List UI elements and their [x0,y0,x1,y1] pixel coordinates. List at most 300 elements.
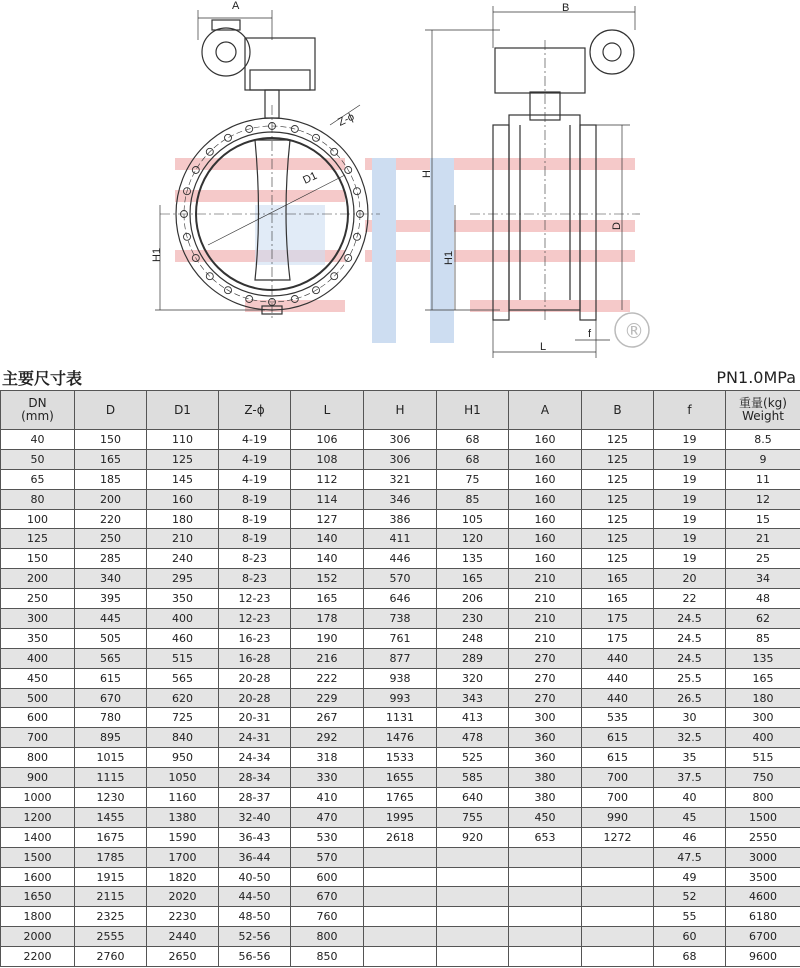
table-cell: 615 [582,728,654,748]
table-cell: 300 [726,708,800,728]
table-cell: 620 [147,688,219,708]
table-cell: 700 [582,768,654,788]
table-cell: 28-34 [219,768,291,788]
table-cell: 570 [364,569,437,589]
table-row [1,430,800,450]
table-cell: 30 [654,708,726,728]
column-header: f [654,391,726,430]
table-cell: 40-50 [219,867,291,887]
table-cell: 340 [75,569,147,589]
table-cell: 460 [147,628,219,648]
table-cell: 2230 [147,907,219,927]
table-cell: 19 [654,509,726,529]
table-cell: 761 [364,628,437,648]
table-row [1,449,800,469]
table-cell: 19 [654,449,726,469]
table-cell: 3000 [726,847,800,867]
table-cell: 1765 [364,788,437,808]
svg-text:Z-ϕ: Z-ϕ [336,110,357,129]
table-cell: 62 [726,609,800,629]
table-cell [582,887,654,907]
table-cell: 19 [654,549,726,569]
table-cell: 306 [364,449,437,469]
table-cell: 2760 [75,947,147,967]
table-cell: 306 [364,430,437,450]
table-cell: 100 [1,509,75,529]
table-cell: 125 [147,449,219,469]
svg-text:H1: H1 [151,247,163,262]
table-cell: 1500 [1,847,75,867]
table-cell: 292 [291,728,364,748]
table-cell [509,947,582,967]
table-cell: 45 [654,807,726,827]
table-cell: 8-23 [219,549,291,569]
table-cell: 938 [364,668,437,688]
table-row [1,728,800,748]
table-cell: 410 [291,788,364,808]
table-cell: 8-19 [219,489,291,509]
table-cell: 110 [147,430,219,450]
column-header: 重量(kg) Weight [726,391,800,430]
svg-text:f: f [588,328,592,340]
table-cell: 400 [726,728,800,748]
table-cell: 52 [654,887,726,907]
table-cell: 646 [364,589,437,609]
table-cell [437,907,509,927]
table-row [1,788,800,808]
table-cell [509,887,582,907]
table-cell: 20-28 [219,668,291,688]
table-cell: 289 [437,648,509,668]
table-cell: 125 [582,509,654,529]
table-cell: 19 [654,469,726,489]
table-cell: 515 [147,648,219,668]
table-cell: 1015 [75,748,147,768]
table-cell: 380 [509,788,582,808]
table-cell: 28-37 [219,788,291,808]
table-cell [582,947,654,967]
table-cell: 68 [437,449,509,469]
table-cell: 140 [291,529,364,549]
table-cell: 615 [582,748,654,768]
table-cell: 360 [509,728,582,748]
table-cell: 300 [1,609,75,629]
table-cell: 2000 [1,927,75,947]
table-cell: 229 [291,688,364,708]
table-cell: 413 [437,708,509,728]
table-cell: 920 [437,827,509,847]
table-cell: 114 [291,489,364,509]
table-cell: 20-31 [219,708,291,728]
table-cell: 1500 [726,807,800,827]
table-cell: 990 [582,807,654,827]
table-cell: 1700 [147,847,219,867]
table-cell: 200 [75,489,147,509]
table-cell: 160 [147,489,219,509]
table-cell: 160 [509,449,582,469]
table-cell: 52-56 [219,927,291,947]
watermark-logo [175,158,635,343]
table-cell: 295 [147,569,219,589]
table-cell: 125 [1,529,75,549]
table-cell: 4-19 [219,449,291,469]
table-cell: 165 [75,449,147,469]
table-cell: 320 [437,668,509,688]
table-cell: 21 [726,529,800,549]
table-cell: 300 [509,708,582,728]
table-cell: 26.5 [654,688,726,708]
table-cell: 6180 [726,907,800,927]
table-cell: 60 [654,927,726,947]
table-cell [364,867,437,887]
table-cell: 400 [147,609,219,629]
table-cell: 1476 [364,728,437,748]
dimension-table [0,390,800,967]
table-cell: 8-19 [219,529,291,549]
table-cell: 34 [726,569,800,589]
table-cell: 127 [291,509,364,529]
table-cell: 8-19 [219,509,291,529]
table-cell: 145 [147,469,219,489]
table-cell [509,927,582,947]
table-cell: 48 [726,589,800,609]
table-cell: 15 [726,509,800,529]
table-cell: 108 [291,449,364,469]
table-cell: 210 [147,529,219,549]
table-row [1,628,800,648]
table-cell: 185 [75,469,147,489]
table-cell: 55 [654,907,726,927]
column-header: H [364,391,437,430]
table-row [1,887,800,907]
table-cell: 478 [437,728,509,748]
table-cell: 450 [509,807,582,827]
table-row [1,867,800,887]
table-cell: 32.5 [654,728,726,748]
table-cell: 350 [147,589,219,609]
table-cell: 445 [75,609,147,629]
table-cell: 2325 [75,907,147,927]
table-cell: 150 [75,430,147,450]
table-cell: 2440 [147,927,219,947]
table-cell: 360 [509,748,582,768]
table-cell: 267 [291,708,364,728]
table-cell: 19 [654,529,726,549]
table-cell: 12-23 [219,589,291,609]
table-cell: 85 [437,489,509,509]
table-cell: 760 [291,907,364,927]
table-cell: 248 [437,628,509,648]
table-cell: 160 [509,489,582,509]
table-cell: 653 [509,827,582,847]
table-cell: 40 [1,430,75,450]
table-cell: 525 [437,748,509,768]
table-cell: 9600 [726,947,800,967]
table-cell: 152 [291,569,364,589]
bolt-hole [331,273,338,280]
table-cell: 1380 [147,807,219,827]
table-cell: 270 [509,668,582,688]
table-cell [437,847,509,867]
table-cell: 400 [1,648,75,668]
table-cell [582,907,654,927]
table-cell: 165 [582,569,654,589]
table-title: 主要尺寸表 [2,369,83,388]
table-cell: 440 [582,688,654,708]
table-cell: 165 [437,569,509,589]
table-cell: 330 [291,768,364,788]
table-row [1,609,800,629]
table-cell: 640 [437,788,509,808]
table-cell: 165 [291,589,364,609]
table-cell [437,927,509,947]
table-cell: 106 [291,430,364,450]
table-cell: 900 [1,768,75,788]
table-cell: 840 [147,728,219,748]
table-cell: 19 [654,430,726,450]
table-cell: 1600 [1,867,75,887]
svg-text:D: D [611,222,623,230]
table-cell: 670 [291,887,364,907]
table-cell: 386 [364,509,437,529]
table-cell: 1272 [582,827,654,847]
table-cell: 47.5 [654,847,726,867]
table-cell: 750 [726,768,800,788]
table-cell: 222 [291,668,364,688]
table-cell: 24-34 [219,748,291,768]
table-cell: 160 [509,529,582,549]
table-cell: 285 [75,549,147,569]
table-cell: 25.5 [654,668,726,688]
table-cell: 1820 [147,867,219,887]
table-cell [437,867,509,887]
table-cell: 16-28 [219,648,291,668]
table-cell: 993 [364,688,437,708]
table-cell [364,887,437,907]
table-cell: 210 [509,589,582,609]
table-cell: 2115 [75,887,147,907]
table-cell: 1800 [1,907,75,927]
table-cell: 210 [509,609,582,629]
table-cell: 19 [654,489,726,509]
table-cell: 206 [437,589,509,609]
table-cell: 1400 [1,827,75,847]
table-cell: 1675 [75,827,147,847]
table-cell: 1230 [75,788,147,808]
svg-text:H: H [421,170,433,178]
table-cell: 500 [1,688,75,708]
table-cell: 24.5 [654,628,726,648]
table-cell: 1160 [147,788,219,808]
table-cell: 135 [726,648,800,668]
table-cell: 343 [437,688,509,708]
table-cell: 755 [437,807,509,827]
svg-text:®: ® [624,319,644,343]
bolt-hole [331,148,338,155]
table-cell [364,907,437,927]
table-row [1,708,800,728]
table-cell: 670 [75,688,147,708]
table-cell: 125 [582,469,654,489]
table-row [1,807,800,827]
table-cell: 165 [726,668,800,688]
table-cell: 270 [509,688,582,708]
table-cell: 321 [364,469,437,489]
table-cell: 125 [582,529,654,549]
table-cell: 1533 [364,748,437,768]
table-cell: 20-28 [219,688,291,708]
table-cell: 450 [1,668,75,688]
svg-text:D1: D1 [301,169,320,187]
table-cell: 230 [437,609,509,629]
table-cell: 877 [364,648,437,668]
table-cell: 1131 [364,708,437,728]
table-cell: 1785 [75,847,147,867]
table-cell: 24.5 [654,609,726,629]
table-row [1,748,800,768]
table-cell: 700 [582,788,654,808]
table-cell: 180 [726,688,800,708]
table-cell: 440 [582,648,654,668]
table-cell: 4600 [726,887,800,907]
table-cell: 125 [582,430,654,450]
svg-text:L: L [540,341,547,353]
table-cell: 140 [291,549,364,569]
table-cell: 2555 [75,927,147,947]
table-cell: 8.5 [726,430,800,450]
column-header: D1 [147,391,219,430]
table-cell: 178 [291,609,364,629]
table-cell: 135 [437,549,509,569]
table-cell: 600 [291,867,364,887]
table-cell: 780 [75,708,147,728]
column-header: Z-ϕ [219,391,291,430]
table-cell: 1655 [364,768,437,788]
column-header: L [291,391,364,430]
table-cell: 800 [291,927,364,947]
table-row [1,827,800,847]
table-cell: 1915 [75,867,147,887]
table-cell: 565 [75,648,147,668]
table-cell: 1590 [147,827,219,847]
table-cell: 49 [654,867,726,887]
table-row [1,688,800,708]
table-cell: 1000 [1,788,75,808]
table-row [1,648,800,668]
table-cell: 270 [509,648,582,668]
table-cell: 160 [509,549,582,569]
svg-text:B: B [562,2,570,14]
table-row [1,927,800,947]
table-cell: 24-31 [219,728,291,748]
table-cell: 1650 [1,887,75,907]
table-cell: 36-43 [219,827,291,847]
table-cell: 725 [147,708,219,728]
table-cell [582,847,654,867]
table-cell: 24.5 [654,648,726,668]
valve-technical-drawing [0,0,800,365]
table-row [1,907,800,927]
table-cell: 85 [726,628,800,648]
table-cell: 125 [582,489,654,509]
table-cell: 615 [75,668,147,688]
table-cell: 125 [582,449,654,469]
table-cell [509,867,582,887]
table-cell: 3500 [726,867,800,887]
table-cell: 150 [1,549,75,569]
table-cell: 585 [437,768,509,788]
table-cell: 380 [509,768,582,788]
table-cell: 4-19 [219,430,291,450]
table-row [1,469,800,489]
table-row [1,529,800,549]
table-row [1,668,800,688]
column-header: D [75,391,147,430]
table-cell: 22 [654,589,726,609]
table-cell: 8-23 [219,569,291,589]
table-cell: 112 [291,469,364,489]
table-cell: 2650 [147,947,219,967]
table-cell: 175 [582,609,654,629]
pressure-rating: PN1.0MPa [716,368,796,387]
table-cell: 210 [509,628,582,648]
table-cell: 40 [654,788,726,808]
table-cell: 895 [75,728,147,748]
table-cell: 446 [364,549,437,569]
table-row [1,947,800,967]
table-cell [437,947,509,967]
table-cell [509,847,582,867]
table-cell: 216 [291,648,364,668]
table-cell [364,927,437,947]
table-cell [437,887,509,907]
table-cell: 12-23 [219,609,291,629]
table-cell: 800 [1,748,75,768]
table-cell: 2550 [726,827,800,847]
table-cell: 600 [1,708,75,728]
table-cell [509,907,582,927]
table-cell: 350 [1,628,75,648]
table-cell: 210 [509,569,582,589]
table-cell [582,927,654,947]
table-cell: 160 [509,430,582,450]
table-cell: 850 [291,947,364,967]
table-cell: 570 [291,847,364,867]
table-cell: 44-50 [219,887,291,907]
table-row [1,489,800,509]
table-cell: 65 [1,469,75,489]
table-cell: 1115 [75,768,147,788]
table-cell: 37.5 [654,768,726,788]
table-cell: 1200 [1,807,75,827]
table-cell: 160 [509,509,582,529]
table-row [1,509,800,529]
table-row [1,549,800,569]
table-cell: 36-44 [219,847,291,867]
table-cell: 160 [509,469,582,489]
table-cell: 56-56 [219,947,291,967]
table-row [1,847,800,867]
table-cell: 11 [726,469,800,489]
table-cell: 190 [291,628,364,648]
table-cell: 240 [147,549,219,569]
table-cell: 35 [654,748,726,768]
table-cell: 120 [437,529,509,549]
table-cell: 250 [75,529,147,549]
table-cell: 411 [364,529,437,549]
table-cell: 125 [582,549,654,569]
table-cell: 175 [582,628,654,648]
